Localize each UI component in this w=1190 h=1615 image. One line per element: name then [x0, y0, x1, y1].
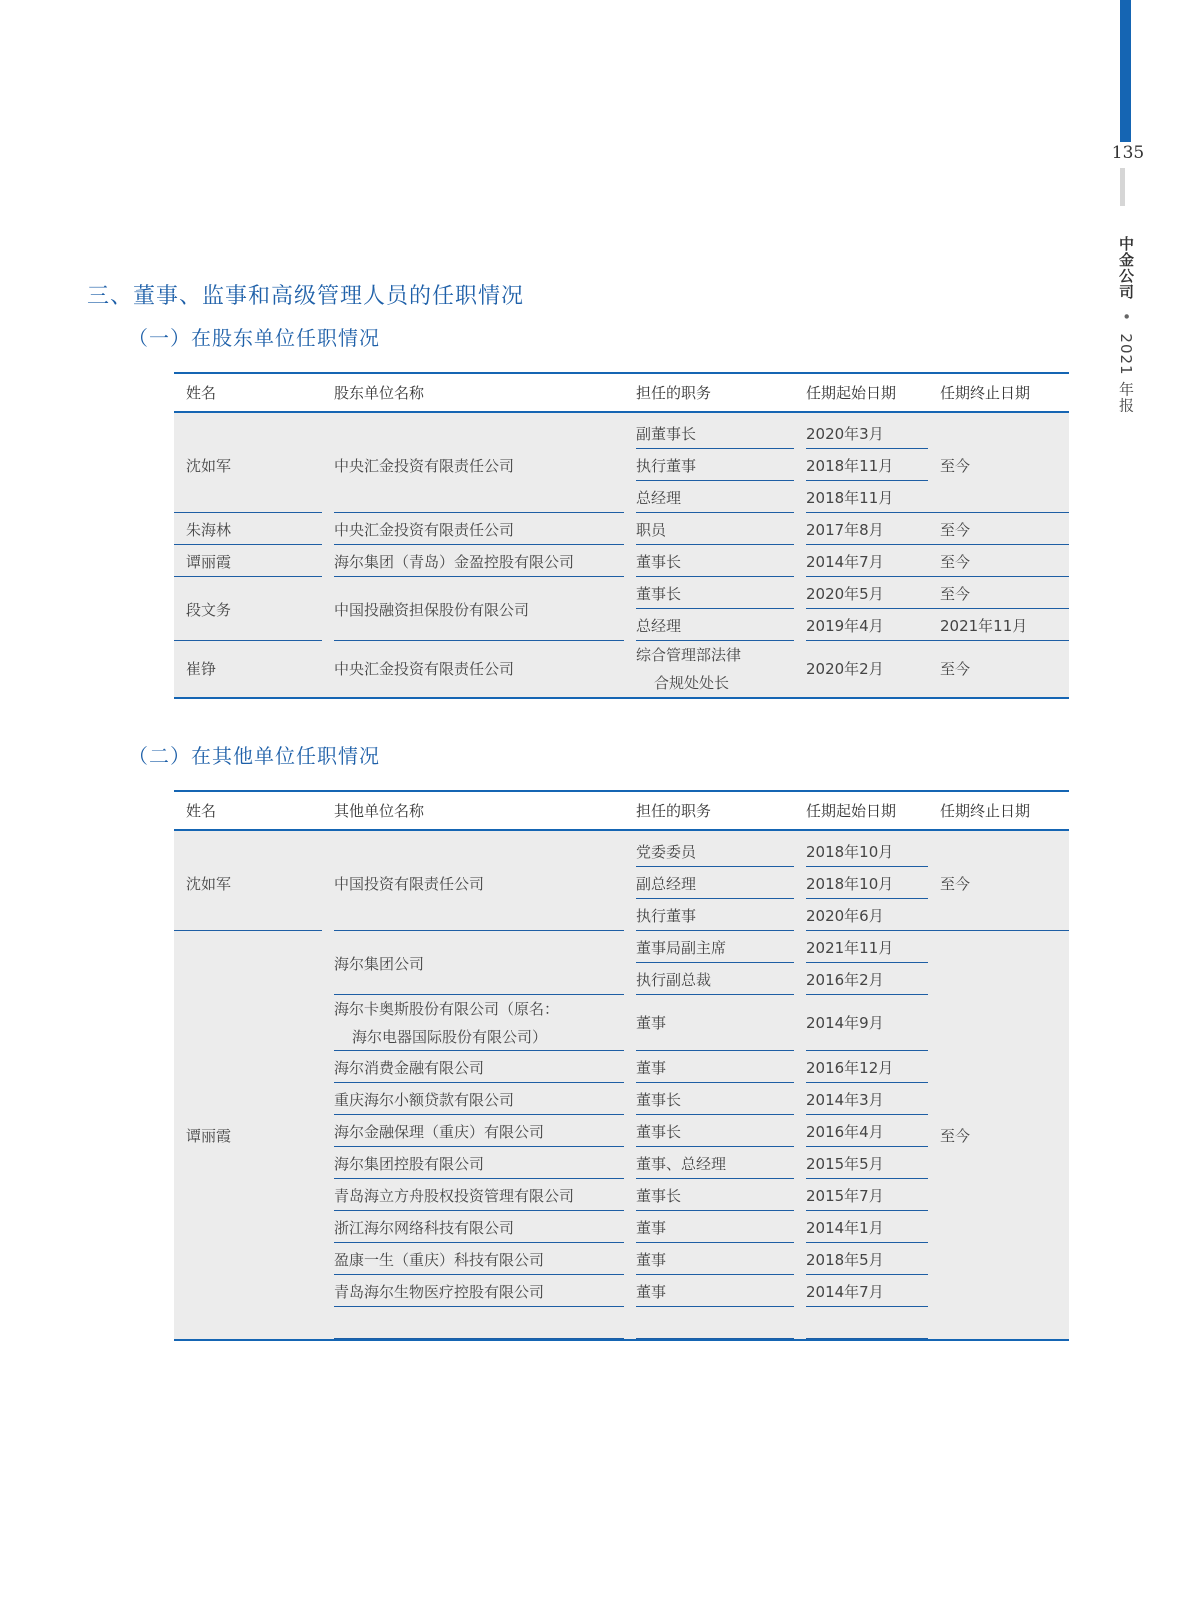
cell-start: 2020年2月 — [794, 641, 928, 697]
cell-unit: 海尔集团（青岛）金盈控股有限公司 — [322, 545, 624, 577]
header-position: 担任的职务 — [624, 792, 794, 831]
other-positions-table — [174, 790, 1069, 1341]
header-end: 任期终止日期 — [928, 374, 1069, 413]
cell-unit: 中国投融资担保股份有限公司 — [322, 577, 624, 641]
cell-position: 董事 — [624, 995, 794, 1051]
cell-start — [794, 1307, 928, 1339]
cell-start: 2014年1月 — [794, 1211, 928, 1243]
table-row — [174, 831, 1069, 867]
cell-position: 董事长 — [624, 1179, 794, 1211]
header-unit: 其他单位名称 — [322, 792, 624, 831]
cell-unit: 青岛海立方舟股权投资管理有限公司 — [322, 1179, 624, 1211]
cell-start: 2018年11月 — [794, 449, 928, 481]
cell-position: 职员 — [624, 513, 794, 545]
cell-start: 2014年9月 — [794, 995, 928, 1051]
cell-unit — [322, 1307, 624, 1339]
cell-position: 党委委员 — [624, 831, 794, 867]
cell-name: 谭丽霞 — [174, 931, 322, 1339]
cell-unit: 海尔集团控股有限公司 — [322, 1147, 624, 1179]
page-number: 135 — [1111, 143, 1145, 163]
cell-name: 沈如军 — [174, 413, 322, 513]
cell-position: 董事 — [624, 1211, 794, 1243]
header-start: 任期起始日期 — [794, 374, 928, 413]
cell-start: 2018年11月 — [794, 481, 928, 513]
table-row — [174, 413, 1069, 449]
side-accent-bar — [1120, 0, 1131, 142]
cell-position — [624, 641, 794, 697]
cell-start: 2020年6月 — [794, 899, 928, 931]
section-title: 三、董事、监事和高级管理人员的任职情况 — [87, 284, 525, 309]
cell-end: 至今 — [928, 931, 1069, 1339]
side-bullet-icon: • — [1117, 311, 1135, 322]
cell-start: 2017年8月 — [794, 513, 928, 545]
cell-unit-line1: 海尔卡奥斯股份有限公司（原名： — [334, 1000, 560, 1018]
cell-start: 2018年5月 — [794, 1243, 928, 1275]
table1-title: （一）在股东单位任职情况 — [128, 326, 380, 350]
cell-start: 2021年11月 — [794, 931, 928, 963]
cell-start: 2016年2月 — [794, 963, 928, 995]
table-row — [174, 931, 1069, 963]
header-end: 任期终止日期 — [928, 792, 1069, 831]
cell-end: 至今 — [928, 577, 1069, 609]
cell-end: 至今 — [928, 831, 1069, 931]
side-divider — [1120, 168, 1125, 206]
cell-start: 2015年5月 — [794, 1147, 928, 1179]
cell-start: 2014年3月 — [794, 1083, 928, 1115]
cell-position: 副总经理 — [624, 867, 794, 899]
cell-end: 至今 — [928, 513, 1069, 545]
cell-position-line1: 综合管理部法律 — [636, 646, 742, 664]
table2-title: （二）在其他单位任职情况 — [128, 744, 380, 768]
cell-unit: 海尔消费金融有限公司 — [322, 1051, 624, 1083]
header-start: 任期起始日期 — [794, 792, 928, 831]
cell-start: 2015年7月 — [794, 1179, 928, 1211]
cell-position: 董事长 — [624, 577, 794, 609]
cell-position: 董事 — [624, 1051, 794, 1083]
cell-start: 2016年12月 — [794, 1051, 928, 1083]
cell-position: 执行副总裁 — [624, 963, 794, 995]
cell-unit: 海尔集团公司 — [322, 931, 624, 995]
cell-position: 总经理 — [624, 609, 794, 641]
cell-name: 崔铮 — [174, 641, 322, 697]
cell-position: 董事、总经理 — [624, 1147, 794, 1179]
table-header-row — [174, 792, 1069, 831]
header-name: 姓名 — [174, 374, 322, 413]
cell-position: 董事局副主席 — [624, 931, 794, 963]
shareholder-positions-table — [174, 372, 1069, 699]
cell-position — [624, 1307, 794, 1339]
header-name: 姓名 — [174, 792, 322, 831]
cell-position: 总经理 — [624, 481, 794, 513]
cell-start: 2014年7月 — [794, 1275, 928, 1307]
cell-unit-line2: 海尔电器国际股份有限公司） — [352, 1028, 548, 1046]
cell-unit: 盈康一生（重庆）科技有限公司 — [322, 1243, 624, 1275]
cell-start: 2020年3月 — [794, 413, 928, 449]
cell-end: 至今 — [928, 641, 1069, 697]
cell-position-line2: 合规处处长 — [654, 674, 730, 692]
cell-unit: 中央汇金投资有限责任公司 — [322, 413, 624, 513]
cell-start: 2018年10月 — [794, 831, 928, 867]
cell-name: 谭丽霞 — [174, 545, 322, 577]
cell-position: 董事 — [624, 1275, 794, 1307]
cell-start: 2014年7月 — [794, 545, 928, 577]
cell-unit: 中央汇金投资有限责任公司 — [322, 513, 624, 545]
side-running-title — [1116, 236, 1137, 413]
cell-end: 至今 — [928, 545, 1069, 577]
table-row — [174, 545, 1069, 577]
cell-unit: 青岛海尔生物医疗控股有限公司 — [322, 1275, 624, 1307]
cell-position: 董事 — [624, 1243, 794, 1275]
cell-unit: 中国投资有限责任公司 — [322, 831, 624, 931]
cell-unit: 浙江海尔网络科技有限公司 — [322, 1211, 624, 1243]
cell-start: 2020年5月 — [794, 577, 928, 609]
cell-position: 执行董事 — [624, 449, 794, 481]
side-report: 2021 年报 — [1117, 333, 1135, 414]
cell-position: 董事长 — [624, 1083, 794, 1115]
cell-end: 至今 — [928, 413, 1069, 513]
cell-name: 段文务 — [174, 577, 322, 641]
side-company: 中金公司 — [1117, 236, 1135, 300]
cell-end: 2021年11月 — [928, 609, 1069, 641]
table-row — [174, 641, 1069, 697]
cell-position: 董事长 — [624, 545, 794, 577]
cell-position: 执行董事 — [624, 899, 794, 931]
header-position: 担任的职务 — [624, 374, 794, 413]
cell-name: 沈如军 — [174, 831, 322, 931]
table-header-row — [174, 374, 1069, 413]
cell-position: 副董事长 — [624, 413, 794, 449]
cell-unit: 中央汇金投资有限责任公司 — [322, 641, 624, 697]
table-row — [174, 513, 1069, 545]
cell-unit — [322, 995, 624, 1051]
cell-start: 2018年10月 — [794, 867, 928, 899]
table-row — [174, 577, 1069, 609]
header-unit: 股东单位名称 — [322, 374, 624, 413]
cell-name: 朱海林 — [174, 513, 322, 545]
cell-unit: 海尔金融保理（重庆）有限公司 — [322, 1115, 624, 1147]
cell-start: 2016年4月 — [794, 1115, 928, 1147]
cell-start: 2019年4月 — [794, 609, 928, 641]
cell-unit: 重庆海尔小额贷款有限公司 — [322, 1083, 624, 1115]
cell-position: 董事长 — [624, 1115, 794, 1147]
